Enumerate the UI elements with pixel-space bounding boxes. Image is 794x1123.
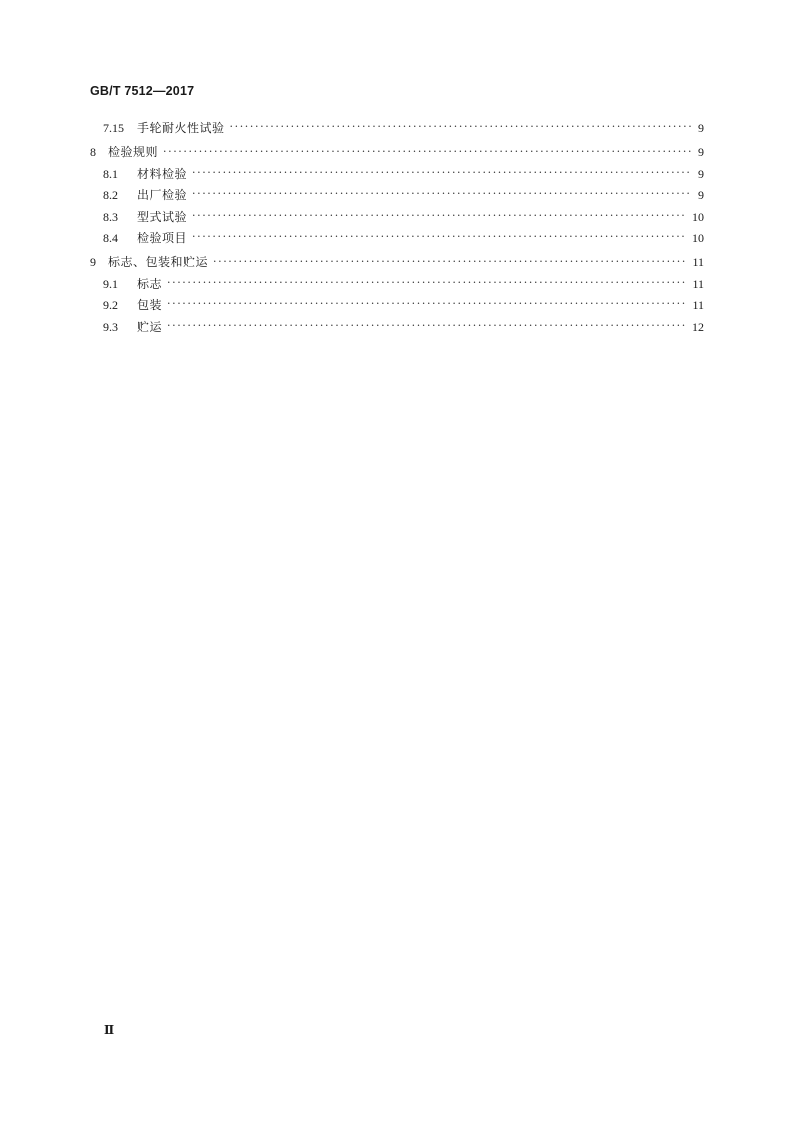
page-number-footer: Ⅱ xyxy=(104,1023,115,1037)
toc-entry-title: 手轮耐火性试验 xyxy=(137,121,225,135)
toc-entry[interactable] xyxy=(90,317,704,339)
toc-leader-dots xyxy=(190,167,692,179)
toc-leader-dots xyxy=(190,188,692,200)
toc-leader-dots xyxy=(165,277,686,289)
toc-entry-number: 8 xyxy=(90,144,96,159)
toc-leader-dots xyxy=(161,145,692,157)
toc-entry-page: 11 xyxy=(692,254,704,269)
toc-entry[interactable] xyxy=(90,164,704,186)
toc-leader-dots xyxy=(190,210,686,222)
toc-leader-dots xyxy=(190,231,686,243)
toc-entry-page: 12 xyxy=(692,319,704,334)
toc-entry-title: 贮运 xyxy=(137,319,163,334)
toc-entry-title: 型式试验 xyxy=(137,209,188,224)
toc-entry-page: 11 xyxy=(692,276,704,291)
toc-entry[interactable] xyxy=(90,118,704,140)
table-of-contents xyxy=(90,118,704,338)
toc-entry-title: 检验项目 xyxy=(137,231,188,245)
toc-entry[interactable] xyxy=(90,185,704,207)
toc-leader-dots xyxy=(165,298,686,310)
toc-entry[interactable] xyxy=(90,274,704,296)
toc-entry-number: 8.4 xyxy=(103,231,118,245)
toc-entry-page: 9 xyxy=(698,188,704,202)
toc-entry-title: 标志 xyxy=(137,276,163,291)
toc-leader-dots xyxy=(165,320,686,332)
toc-entry-page: 9 xyxy=(698,166,704,181)
toc-entry-page: 11 xyxy=(692,298,704,312)
toc-entry-number: 9.3 xyxy=(103,319,118,334)
toc-entry-title: 材料检验 xyxy=(137,166,188,181)
toc-entry-number: 9.2 xyxy=(103,298,118,312)
toc-entry-page: 10 xyxy=(692,209,704,224)
toc-entry[interactable] xyxy=(90,228,704,250)
toc-entry[interactable] xyxy=(90,295,704,317)
toc-entry[interactable] xyxy=(90,207,704,229)
toc-entry[interactable] xyxy=(90,250,704,274)
toc-entry-title: 包装 xyxy=(137,298,163,312)
toc-entry-number: 7.15 xyxy=(103,121,124,135)
toc-entry-number: 8.1 xyxy=(103,166,118,181)
toc-entry-number: 9 xyxy=(90,254,96,269)
toc-entry-number: 8.2 xyxy=(103,188,118,202)
toc-entry-number: 8.3 xyxy=(103,209,118,224)
toc-entry-title: 标志、包装和贮运 xyxy=(108,254,209,269)
toc-entry-page: 9 xyxy=(698,121,704,135)
toc-entry-title: 出厂检验 xyxy=(137,188,188,202)
toc-leader-dots xyxy=(211,255,686,267)
toc-entry-number: 9.1 xyxy=(103,276,118,291)
standard-code-header: GB/T 7512—2017 xyxy=(90,84,195,98)
toc-entry-page: 9 xyxy=(698,144,704,159)
toc-entry[interactable] xyxy=(90,140,704,164)
toc-leader-dots xyxy=(228,121,692,133)
toc-entry-title: 检验规则 xyxy=(108,144,159,159)
toc-entry-page: 10 xyxy=(692,231,704,245)
